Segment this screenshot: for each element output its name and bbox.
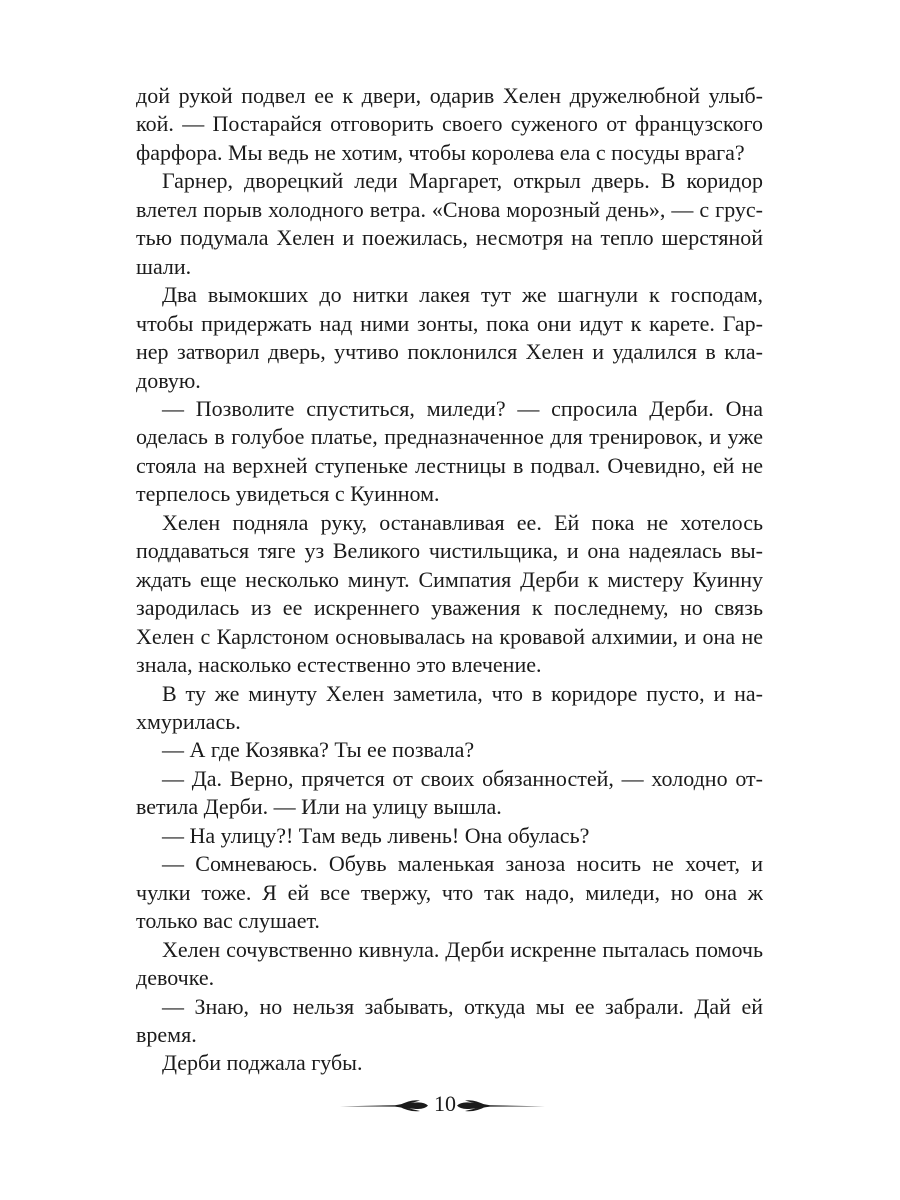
dialogue-paragraph: — Позволите спуститься, миледи? — спросила Дерби. Она оделась в голубое платье, предназначенное для тренировок, и уже стояла на верхней ступеньке лестницы в подвал. Очевидно, ей не терпелось увидеться с Куинном. xyxy=(136,395,763,507)
page-body-text xyxy=(136,82,763,1078)
paragraph: Хелен подняла руку, останавливая ее. Ей пока не хотелось поддаваться тяге уз Великого чистильщика, и она надеялась выждать еще несколько минут. Симпатия Дерби к мистеру Куинну зародилась из ее искреннего уважения к последнему, но связь Хелен с Карлстоном основывалась на кровавой алхимии, и она не знала, насколько естественно это влечение. xyxy=(136,509,763,678)
paragraph: Два вымокших до нитки лакея тут же шагнули к господам, чтобы придержать над ними зонты, пока они идут к карете. Гарнер затворил дверь, учтиво поклонился Хелен и удалился в кладовую. xyxy=(136,282,763,393)
dialogue-paragraph: — На улицу?! Там ведь ливень! Она обулась? xyxy=(162,822,590,848)
dialogue-paragraph: — Знаю, но нельзя забывать, откуда мы ее забрали. Дай ей время. xyxy=(136,993,763,1047)
paragraph: Гарнер, дворецкий леди Маргарет, открыл дверь. В коридор влетел порыв холодного ветра. «Снова морозный день», — с грустью подумала Хелен и поежилась, несмотря на тепло шерстяной шали. xyxy=(136,168,763,279)
page-footer xyxy=(0,1090,900,1120)
paragraph-continued: дой рукой подвел ее к двери, одарив Хелен дружелюбной улыбкой. — Постарайся отговорить своего суженого от французского фарфора. Мы ведь не хотим, чтобы королева ела с посуды врага? xyxy=(136,83,763,165)
paragraph: Хелен сочувственно кивнула. Дерби искренне пыталась помочь девочке. xyxy=(136,936,763,991)
dialogue-paragraph: — А где Козявка? Ты ее позвала? xyxy=(162,737,475,763)
page-number: 10 xyxy=(434,1091,456,1116)
paragraph: Дерби поджала губы. xyxy=(162,1050,363,1076)
paragraph: В ту же минуту Хелен заметила, что в коридоре пусто, и нахмурилась. xyxy=(136,680,763,734)
dialogue-paragraph: — Да. Верно, прячется от своих обязанностей, — холодно ответила Дерби. — Или на улицу вышла. xyxy=(136,765,763,820)
dialogue-paragraph: — Сомневаюсь. Обувь маленькая заноза носить не хочет, и чулки тоже. Я ей все твержу, что так надо, миледи, но она ж только вас слушает. xyxy=(136,851,763,934)
